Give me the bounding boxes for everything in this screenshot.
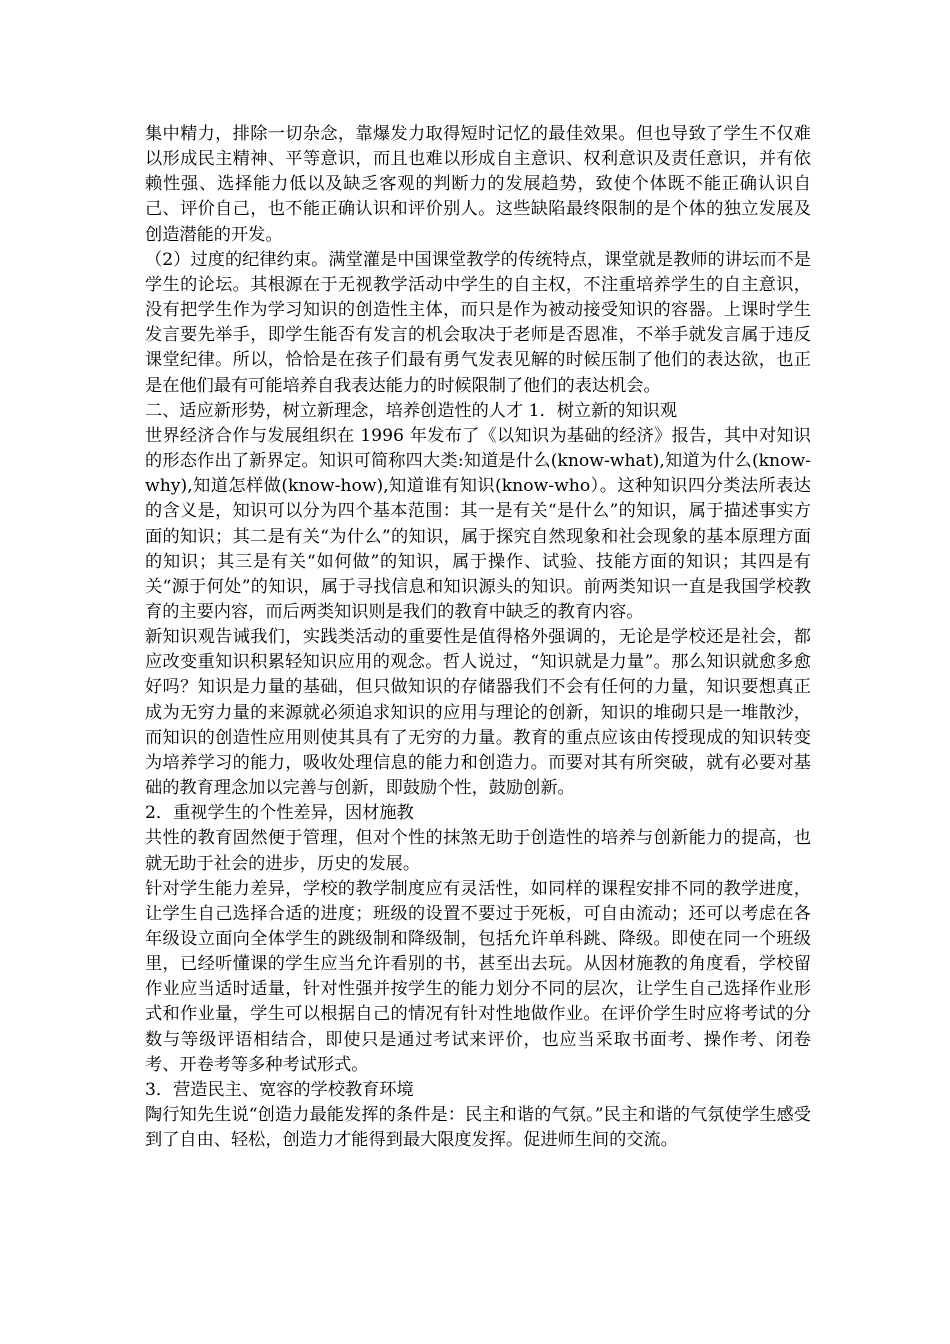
paragraph-new-knowledge-view: 新知识观告诫我们，实践类活动的重要性是值得格外强调的，无论是学校还是社会，都应改变重知识积累轻知识应用的观念。哲人说过，“知识就是力量”。那么知识就愈多愈好吗？知识是力量的基础，但只做知识的存储器我们不会有任何的力量，知识要想真正成为无穷力量的来源就必须追求知识的应用与理论的创新，知识的堆砌只是一堆散沙，而知识的创造性应用则使其具有了无穷的力量。教育的重点应该由传授现成的知识转变为培养学习的能力，吸收处理信息的能力和创造力。而要对其有所突破，就有必要对基础的教育理念加以完善与创新，即鼓励个性，鼓励创新。	[145, 627, 811, 799]
paragraph-memory-effect: 集中精力，排除一切杂念，靠爆发力取得短时记忆的最佳效果。但也导致了学生不仅难以形成民主精神、平等意识，而且也难以形成自主意识、权利意识及责任意识，并有依赖性强、选择能力低以及缺乏客观的判断力的发展趋势，致使个体既不能正确认识自己、评价自己，也不能正确认识和评价别人。这些缺陷最终限制的是个体的独立发展及创造潜能的开发。	[145, 124, 811, 245]
section-heading-new-ideas: 二、适应新形势，树立新理念，培养创造性的人才 1．树立新的知识观	[145, 400, 678, 421]
paragraph-oecd-knowledge: 世界经济合作与发展组织在 1996 年发布了《以知识为基础的经济》报告，其中对知识的形态作出了新界定。知识可简称四大类:知道是什么(know-what),知道为什么(know-why),知道怎样做(know-how),知道谁有知识(know-who）。这种知识四分类法所表达的含义是，知识可以分为四个基本范围：其一是有关“是什么”的知识，属于描述事实方面的知识；其二是有关“为什么”的知识，属于探究自然现象和社会现象的基本原理方面的知识；其三是有关“如何做”的知识，属于操作、试验、技能方面的知识；其四是有关“源于何处”的知识，属于寻找信息和知识源头的知识。前两类知识一直是我国学校教育的主要内容，而后两类知识则是我们的教育中缺乏的教育内容。	[145, 425, 811, 622]
subheading-individual-differences: 2．重视学生的个性差异，因材施教	[145, 803, 414, 824]
paragraph-common-education: 共性的教育固然便于管理，但对个性的抹煞无助于创造性的培养与创新能力的提高，也就无助于社会的进步，历史的发展。	[145, 828, 811, 874]
paragraph-ability-differences: 针对学生能力差异，学校的教学制度应有灵活性，如同样的课程安排不同的教学进度，让学生自己选择合适的进度；班级的设置不要过于死板，可自由流动；还可以考虑在各年级设立面向全体学生的跳级制和降级制，包括允许单科跳、降级。即使在同一个班级里，已经听懂课的学生应当允许看别的书，甚至出去玩。从因材施教的角度看，学校留作业应当适时适量，针对性强并按学生的能力划分不同的层次，让学生自己选择作业形式和作业量，学生可以根据自己的情况有针对性地做作业。在评价学生时应将考试的分数与等级评语相结合，即使只是通过考试来评价，也应当采取书面考、操作考、闭卷考、开卷考等多种考试形式。	[145, 878, 811, 1075]
subheading-democratic-environment: 3．营造民主、宽容的学校教育环境	[145, 1079, 414, 1100]
paragraph-tao-xingzhi: 陶行知先生说“创造力最能发挥的条件是：民主和谐的气氛。”民主和谐的气氛使学生感受到了自由、轻松，创造力才能得到最大限度发挥。促进师生间的交流。	[145, 1105, 811, 1151]
document-page	[145, 122, 811, 1153]
paragraph-discipline-constraint: （2）过度的纪律约束。满堂灌是中国课堂教学的传统特点，课堂就是教师的讲坛而不是学生的论坛。其根源在于无视教学活动中学生的自主权，不注重培养学生的自主意识，没有把学生作为学习知识的创造性主体，而只是作为被动接受知识的容器。上课时学生发言要先举手，即学生能否有发言的机会取决于老师是否恩准，不举手就发言属于违反课堂纪律。所以，恰恰是在孩子们最有勇气发表见解的时候压制了他们的表达欲，也正是在他们最有可能培养自我表达能力的时候限制了他们的表达机会。	[145, 249, 811, 396]
